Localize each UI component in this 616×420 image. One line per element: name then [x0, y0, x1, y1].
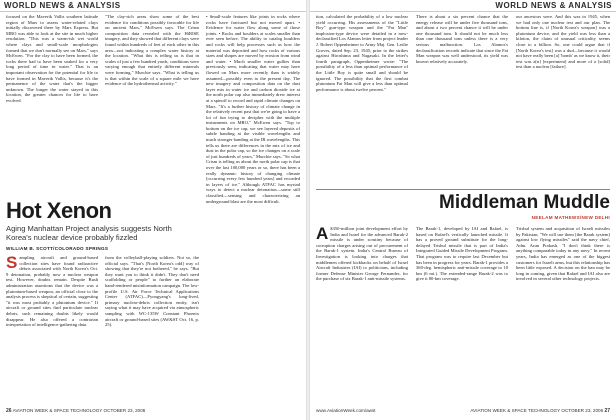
- article-column: [206, 14, 300, 412]
- body-text: $350-million joint development effort by India and Israel for the advanced Barak-2 missile is under scrutiny because of corruption charges arising out of procurement of the Barak-1 system. India's Central Bureau of Investigation is looking into charges that middlemen offered kickbacks on behalf of Israel Aircraft Industries (IAI) to politicians, including former Defense Minister George Fernandes, for the purchase of six Barak-1 anti-missile systems.: [316, 226, 408, 282]
- article-column: [516, 14, 610, 194]
- section-rail: [0, 0, 306, 12]
- byline: WILLIAM B. SCOTT/COLORADO SPRINGS: [6, 246, 109, 251]
- article-column: [316, 14, 408, 194]
- left-page: [0, 0, 306, 420]
- article-column: [105, 14, 199, 174]
- article-column: [416, 14, 508, 194]
- section-header: WORLD NEWS & ANALYSIS: [495, 1, 612, 10]
- headline-middleman-muddle: Middleman Muddle: [439, 192, 610, 213]
- article-column: [6, 14, 98, 174]
- body-text: "The clay-rich areas show some of the best evidence for conditions possibly favorable for life on ancient Mars," McEwen says. The Crism composition data revealed with the HiRISE imagery, and they showed that different clays were found within hundreds of feet of each other in this area—not indicating a complex water history at the location. "What this is telling us is that in scales of just a few hundred yards, conditions were varying enough that entirely different minerals were forming," Murchie says. "What is telling us is that within the scale of a square mile we have evidence of the hydrothermal activity.": [105, 14, 199, 87]
- body-text: • Small-scale features like joints in rocks where rocks have fractured but not moved apart. • Evidence for water flow along some of those joints. • Rocks and boulders at scales smaller than ever seen before. The ability to catalog boulders and rocks will help processes such as how the material was deposited and how rocks of various sizes and shapes are moved by erosion from wind and water. • Much smaller water gullies than previously seen, indicating that water may have flowed on Mars more recently than is widely assumed—possibly even to the present day. The new imagery and composition data on the dust layer mix in water ice and carbon dioxide ice at the north polar cap also immediately drew interest at a spinoff to record and rapid climate changes on Mars. "It's a further history of climate change in the relatively recent past that we're going to have a lot of fun trying to decipher with the multiple instruments on MRO," McEwen says. "Top to bottom on the ice cap, we see layered deposits of subtle banding at the visible wavelengths and much stronger banding at the IR wavelengths. This tells us there are differences in the mix of ice and dust in the polar cap, so the ice changes on a scale of just hundreds of years," Murchie says. "So what Crism is telling us about the north polar cap is that over the last 100,000 years or so, there has been a really dynamic history of changing climate [occurring every few hundred years] and recorded in layers of ice." Although ATFAC has myriad ways to detect a nuclear detonation—some still classified—sensing and characterizing an underground blast are the most difficult.: [206, 14, 300, 204]
- body-text: The Barak-1, developed by IAI and Rafael, is based on Rafael's vertically launched missile. It has a proved ground substitute for the long-delayed Trishul missile that is part of India's Integrated Guided Missile Development Program. That program was to require last December but has been in progress for years. Barak-1 provides a 360-deg. hemispheric anti-missile coverage to 10 km (6 mi.). The extended-range Barak-2 was to give it 80-km coverage.: [416, 226, 508, 282]
- section-divider: [316, 189, 610, 190]
- body-text: from the volleyball-playing soldiers. Not so, the official says. "That's [North Korea's odd] way of showing that they're not bothered," he says. "But they want you to think it didn't. They don't need scaffolding or people" to further an elaborate hand-rendered misinformation campaign. The low-profile U.S. Air Force Technical Applications Center (ATFAC)—Pyongyang's long-lived, primary nuclear-debris collection entity, isn't saying what it may have acquired via atmospheric sampling with WC-135W Constant Phoenix aircraft or ground-based sites (AW&ST Oct. 16, p. 25).: [105, 255, 199, 328]
- website-url: www.AviationWeek.com/awst: [316, 408, 376, 413]
- publication-info: AVIATION WEEK & SPACE TECHNOLOGY OCTOBER 23, 2006: [12, 408, 146, 413]
- right-page: [310, 0, 616, 420]
- page-number: 26: [6, 408, 12, 414]
- section-header: WORLD NEWS & ANALYSIS: [4, 1, 121, 10]
- section-rail: [310, 0, 616, 12]
- body-text: ampling aircraft and ground-based collection sites have found radioactive debris associated with North Korea's Oct. 9 detonation, probably now a nuclear weapon test. However, doubts remain. Despite Bush administration assertions that the device was a plutonium-based weapon, an official close to the analysis process is skeptical of certain, suggesting "it was most probably a plutonium device." If aircraft or ground sites find particulate nuclear debris, such remaining doubts likely would disappear. He also offered a contrarian interpretation of intelligence-gathering data.: [6, 255, 98, 328]
- headline-deck: Aging Manhattan Project analysis suggests North Korea's nuclear device probably fizzled: [6, 224, 172, 242]
- body-text: tion, calculated the probability of a low nuclear yield occurring. His assessments of the "Little Boy" gun-type weapon and the "Fat Man" implosion-type device were detailed in a now-declassified Los Alamos letter from project leader J. Robert Oppenheimer to Army Maj. Gen. Leslie Groves, dated Sep. 23, 1945, prior to the strikes against Hiroshima and Nagasaki. In the letter's fourth paragraph, Oppenheimer wrote: "The possibility of a less than optimal performance of the Little Boy is quite small and should be ignored. The possibility that the first combat plutonium Fat Man will give a less than optimal performance is about twelve percent.": [316, 14, 408, 92]
- article-column: [316, 226, 408, 402]
- article-column: [516, 226, 610, 402]
- drop-cap: S: [6, 253, 18, 272]
- body-text: Trishul system and acquisition of Israeli missiles by Pakistan, "We will use them [the Barak system] against low flying missiles" said the navy chief, Adm. Arun Prakash. "I don't think there is anything comparable today in any navy." In recent years, India has emerged as one of the biggest customers for Israeli arms, but this relationship has been little exposed. A decision on the ban may be long in coming, given that Rafael and IAI also are involved in several other technology projects.: [516, 226, 610, 282]
- page-footer: [470, 408, 610, 414]
- page-footer: [6, 408, 145, 414]
- body-text: There is about a six percent chance that the energy release will be under five thousand tons, and about a two percent chance it will be under one thousand tons. It should not be much less than one thousand tons unless there is a very serious malfunction. Los Alamos's declassification records indicate that since the Fat Man weapon was well understood, its yield was known relatively accurately.: [416, 14, 508, 64]
- publication-info: AVIATION WEEK & SPACE TECHNOLOGY OCTOBER 23, 2006: [470, 408, 604, 413]
- article-column: [6, 255, 98, 401]
- body-text: our ancestors were. And this was in 1945, when we had only one nuclear test and our plan. The bottom line is, if [North Korea's weapon] was a plutonium device, and the yield was less than a kiloton, the claim of unusual criticality seems close to a billion. So, one could argue that if [North Korea's test] was a dud—because it would not have really been [a] 'bomb' as we know it, their test was a[n] [experiment] and more of a [solid] test than a nuclear [failure].: [516, 14, 610, 70]
- body-text: focused on the Maverik Vallis southern latitude region of Mars to assess water-related clays initially discovered there by Mars Express. But MRO was able to look at the site in much higher resolution. "This was a warm-ish wet world where clays and small-scale morphologies formed that we don't normally see on Mars," says McEwen. "For the clay to have been formed, the rocks there had to have been soaked for a very long period of time in water." That is an important observation for the potential for life to have formed in Maverik Vallis, because it's the permanence of the water that's the bigger unknown. The longer the water stayed in this location, the greater chances for life to have evolved.: [6, 14, 98, 103]
- drop-cap: A: [316, 224, 329, 243]
- page-number: 27: [604, 408, 610, 414]
- headline-hot-xenon: Hot Xenon: [6, 198, 112, 223]
- byline: NEELAM MATHEWS/NEW DELHI: [531, 215, 610, 220]
- article-column: [105, 255, 199, 401]
- article-column: [416, 226, 508, 402]
